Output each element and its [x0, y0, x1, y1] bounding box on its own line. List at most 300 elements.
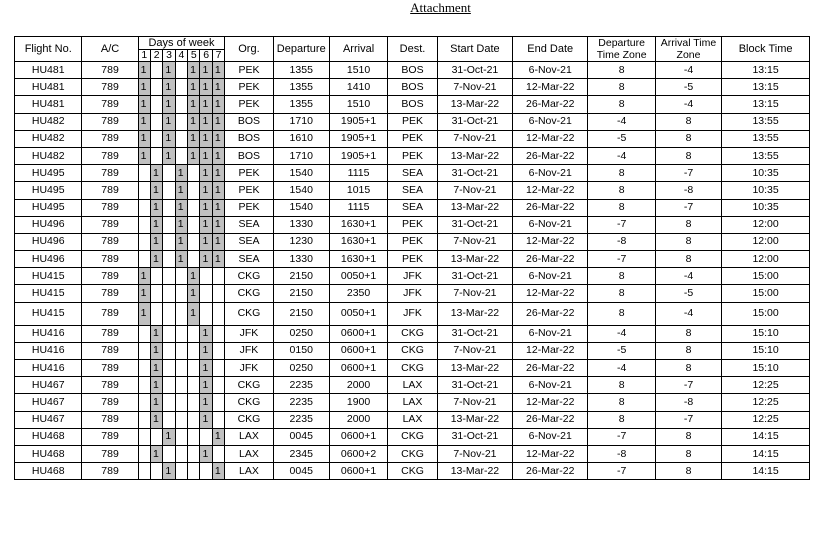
cell-day-empty: [188, 216, 200, 233]
header-dest: Dest.: [388, 37, 437, 62]
cell-org: CKG: [225, 394, 273, 411]
cell-day-operating: 1: [175, 216, 187, 233]
cell-day-empty: [163, 285, 175, 302]
cell-day-operating: 1: [212, 96, 224, 113]
cell-end-date: 12-Mar-22: [513, 445, 588, 462]
cell-arrival-time-zone: -7: [655, 377, 721, 394]
cell-org: CKG: [225, 302, 273, 325]
cell-day-empty: [138, 360, 150, 377]
cell-day-empty: [175, 113, 187, 130]
cell-day-operating: 1: [188, 285, 200, 302]
cell-departure-time-zone: 8: [588, 285, 655, 302]
cell-day-operating: 1: [212, 79, 224, 96]
table-row: [15, 268, 810, 285]
cell-day-operating: 1: [200, 445, 212, 462]
cell-day-operating: 1: [200, 199, 212, 216]
cell-block-time: 15:10: [722, 325, 810, 342]
cell-block-time: 13:15: [722, 62, 810, 79]
table-row: [15, 377, 810, 394]
cell-org: PEK: [225, 199, 273, 216]
cell-dest: CKG: [388, 360, 437, 377]
cell-arrival: 1410: [329, 79, 387, 96]
cell-departure: 2150: [273, 268, 329, 285]
cell-day-operating: 1: [151, 445, 163, 462]
cell-day-operating: 1: [200, 411, 212, 428]
cell-day-empty: [175, 130, 187, 147]
cell-day-operating: 1: [188, 302, 200, 325]
cell-departure: 2235: [273, 411, 329, 428]
cell-org: CKG: [225, 411, 273, 428]
cell-org: PEK: [225, 165, 273, 182]
cell-day-empty: [163, 165, 175, 182]
cell-dest: CKG: [388, 463, 437, 480]
cell-day-empty: [212, 342, 224, 359]
cell-day-empty: [151, 302, 163, 325]
cell-day-operating: 1: [212, 165, 224, 182]
cell-block-time: 12:00: [722, 216, 810, 233]
cell-day-operating: 1: [188, 62, 200, 79]
cell-departure: 2150: [273, 285, 329, 302]
cell-block-time: 12:00: [722, 233, 810, 250]
cell-flight-no: HU416: [15, 342, 82, 359]
cell-departure: 1710: [273, 113, 329, 130]
cell-end-date: 6-Nov-21: [513, 216, 588, 233]
cell-end-date: 6-Nov-21: [513, 325, 588, 342]
cell-day-empty: [175, 463, 187, 480]
header-org: Org.: [225, 37, 273, 62]
cell-day-empty: [138, 394, 150, 411]
cell-org: SEA: [225, 233, 273, 250]
cell-flight-no: HU416: [15, 325, 82, 342]
cell-day-operating: 1: [138, 62, 150, 79]
cell-departure-time-zone: -4: [588, 360, 655, 377]
cell-day-empty: [188, 233, 200, 250]
cell-day-operating: 1: [175, 199, 187, 216]
cell-block-time: 15:00: [722, 302, 810, 325]
cell-day-operating: 1: [200, 62, 212, 79]
cell-ac: 789: [82, 199, 138, 216]
cell-arrival: 0050+1: [329, 268, 387, 285]
cell-day-empty: [175, 445, 187, 462]
cell-day-empty: [163, 325, 175, 342]
cell-day-operating: 1: [163, 96, 175, 113]
header-start-date: Start Date: [437, 37, 512, 62]
table-row: [15, 325, 810, 342]
cell-dest: BOS: [388, 62, 437, 79]
cell-departure: 0045: [273, 428, 329, 445]
cell-dest: PEK: [388, 251, 437, 268]
cell-org: SEA: [225, 251, 273, 268]
cell-flight-no: HU496: [15, 251, 82, 268]
cell-end-date: 26-Mar-22: [513, 360, 588, 377]
cell-day-empty: [163, 342, 175, 359]
cell-arrival-time-zone: 8: [655, 113, 721, 130]
cell-day-empty: [138, 165, 150, 182]
cell-arrival: 1115: [329, 165, 387, 182]
cell-day-operating: 1: [163, 62, 175, 79]
cell-arrival: 1630+1: [329, 251, 387, 268]
cell-start-date: 7-Nov-21: [437, 445, 512, 462]
header-flight-no: Flight No.: [15, 37, 82, 62]
cell-day-empty: [138, 428, 150, 445]
cell-day-operating: 1: [200, 394, 212, 411]
cell-end-date: 12-Mar-22: [513, 342, 588, 359]
cell-day-operating: 1: [212, 182, 224, 199]
cell-org: BOS: [225, 147, 273, 164]
cell-day-operating: 1: [200, 342, 212, 359]
cell-arrival: 1630+1: [329, 233, 387, 250]
cell-day-operating: 1: [212, 199, 224, 216]
cell-org: LAX: [225, 428, 273, 445]
cell-day-operating: 1: [163, 79, 175, 96]
cell-day-empty: [200, 428, 212, 445]
cell-flight-no: HU467: [15, 377, 82, 394]
cell-dest: LAX: [388, 411, 437, 428]
flight-schedule-table: [14, 36, 810, 480]
cell-departure: 2150: [273, 302, 329, 325]
cell-arrival: 1015: [329, 182, 387, 199]
cell-departure-time-zone: 8: [588, 268, 655, 285]
cell-day-operating: 1: [200, 377, 212, 394]
cell-start-date: 31-Oct-21: [437, 62, 512, 79]
cell-day-operating: 1: [212, 428, 224, 445]
cell-ac: 789: [82, 268, 138, 285]
cell-block-time: 14:15: [722, 445, 810, 462]
cell-departure-time-zone: 8: [588, 62, 655, 79]
cell-day-operating: 1: [188, 96, 200, 113]
cell-departure-time-zone: -7: [588, 463, 655, 480]
cell-day-operating: 1: [138, 113, 150, 130]
cell-day-empty: [200, 463, 212, 480]
cell-departure-time-zone: -5: [588, 130, 655, 147]
cell-block-time: 10:35: [722, 165, 810, 182]
cell-day-empty: [151, 79, 163, 96]
header-day-6: 6: [200, 49, 212, 62]
cell-day-operating: 1: [163, 113, 175, 130]
cell-day-empty: [212, 268, 224, 285]
cell-arrival: 2000: [329, 377, 387, 394]
cell-departure: 1540: [273, 199, 329, 216]
cell-arrival-time-zone: -4: [655, 268, 721, 285]
cell-day-empty: [151, 62, 163, 79]
cell-arrival-time-zone: 8: [655, 216, 721, 233]
cell-block-time: 13:15: [722, 79, 810, 96]
cell-day-empty: [138, 325, 150, 342]
cell-day-empty: [188, 165, 200, 182]
cell-block-time: 13:15: [722, 96, 810, 113]
cell-arrival: 1115: [329, 199, 387, 216]
cell-dest: JFK: [388, 302, 437, 325]
cell-end-date: 12-Mar-22: [513, 182, 588, 199]
cell-org: SEA: [225, 216, 273, 233]
cell-start-date: 7-Nov-21: [437, 130, 512, 147]
cell-departure: 0150: [273, 342, 329, 359]
cell-arrival: 1905+1: [329, 113, 387, 130]
cell-arrival-time-zone: 8: [655, 233, 721, 250]
cell-end-date: 6-Nov-21: [513, 113, 588, 130]
cell-org: CKG: [225, 285, 273, 302]
cell-org: LAX: [225, 463, 273, 480]
cell-arrival: 0600+1: [329, 360, 387, 377]
header-days-of-week: Days of week: [138, 37, 225, 50]
cell-day-operating: 1: [163, 428, 175, 445]
cell-org: PEK: [225, 79, 273, 96]
cell-end-date: 12-Mar-22: [513, 233, 588, 250]
cell-day-empty: [212, 302, 224, 325]
cell-flight-no: HU467: [15, 411, 82, 428]
cell-flight-no: HU415: [15, 302, 82, 325]
cell-day-operating: 1: [200, 233, 212, 250]
cell-day-operating: 1: [200, 216, 212, 233]
cell-day-empty: [138, 216, 150, 233]
cell-flight-no: HU468: [15, 428, 82, 445]
cell-day-empty: [175, 428, 187, 445]
cell-flight-no: HU482: [15, 130, 82, 147]
cell-ac: 789: [82, 79, 138, 96]
cell-day-operating: 1: [138, 302, 150, 325]
cell-dest: SEA: [388, 165, 437, 182]
cell-departure-time-zone: 8: [588, 199, 655, 216]
cell-day-operating: 1: [151, 394, 163, 411]
cell-flight-no: HU468: [15, 445, 82, 462]
cell-ac: 789: [82, 377, 138, 394]
cell-day-empty: [138, 445, 150, 462]
cell-org: JFK: [225, 360, 273, 377]
cell-day-operating: 1: [151, 377, 163, 394]
cell-block-time: 14:15: [722, 463, 810, 480]
cell-day-empty: [163, 394, 175, 411]
table-row: [15, 411, 810, 428]
cell-ac: 789: [82, 342, 138, 359]
cell-departure-time-zone: 8: [588, 302, 655, 325]
cell-end-date: 26-Mar-22: [513, 463, 588, 480]
cell-day-empty: [175, 285, 187, 302]
cell-arrival-time-zone: -8: [655, 182, 721, 199]
cell-day-empty: [212, 394, 224, 411]
cell-arrival-time-zone: -4: [655, 62, 721, 79]
cell-arrival-time-zone: -5: [655, 285, 721, 302]
cell-arrival: 1630+1: [329, 216, 387, 233]
cell-dest: CKG: [388, 428, 437, 445]
cell-start-date: 13-Mar-22: [437, 302, 512, 325]
table-row: [15, 62, 810, 79]
cell-day-operating: 1: [212, 113, 224, 130]
cell-end-date: 12-Mar-22: [513, 394, 588, 411]
cell-departure-time-zone: -7: [588, 251, 655, 268]
cell-end-date: 26-Mar-22: [513, 147, 588, 164]
cell-day-empty: [188, 377, 200, 394]
cell-day-operating: 1: [200, 130, 212, 147]
cell-end-date: 6-Nov-21: [513, 165, 588, 182]
cell-day-empty: [175, 147, 187, 164]
cell-departure-time-zone: -7: [588, 216, 655, 233]
cell-day-operating: 1: [200, 182, 212, 199]
cell-day-operating: 1: [175, 251, 187, 268]
cell-day-operating: 1: [151, 182, 163, 199]
header-day-7: 7: [212, 49, 224, 62]
cell-day-operating: 1: [212, 216, 224, 233]
cell-day-operating: 1: [212, 233, 224, 250]
cell-departure-time-zone: 8: [588, 411, 655, 428]
cell-flight-no: HU481: [15, 79, 82, 96]
cell-day-operating: 1: [188, 147, 200, 164]
cell-start-date: 7-Nov-21: [437, 79, 512, 96]
cell-arrival: 0600+1: [329, 463, 387, 480]
cell-day-operating: 1: [151, 165, 163, 182]
cell-departure-time-zone: -8: [588, 445, 655, 462]
cell-day-empty: [212, 360, 224, 377]
cell-arrival: 2000: [329, 411, 387, 428]
cell-day-operating: 1: [200, 79, 212, 96]
cell-day-empty: [175, 302, 187, 325]
cell-day-empty: [188, 325, 200, 342]
cell-day-empty: [200, 285, 212, 302]
cell-day-empty: [151, 285, 163, 302]
table-row: [15, 342, 810, 359]
cell-end-date: 12-Mar-22: [513, 130, 588, 147]
cell-day-empty: [138, 463, 150, 480]
table-row: [15, 233, 810, 250]
table-row: [15, 96, 810, 113]
cell-arrival-time-zone: 8: [655, 428, 721, 445]
cell-block-time: 13:55: [722, 147, 810, 164]
cell-dest: PEK: [388, 147, 437, 164]
cell-day-operating: 1: [175, 182, 187, 199]
cell-dest: PEK: [388, 130, 437, 147]
cell-departure-time-zone: -5: [588, 342, 655, 359]
cell-day-empty: [212, 377, 224, 394]
table-row: [15, 428, 810, 445]
cell-end-date: 12-Mar-22: [513, 285, 588, 302]
cell-arrival-time-zone: -8: [655, 394, 721, 411]
cell-ac: 789: [82, 285, 138, 302]
cell-day-operating: 1: [163, 463, 175, 480]
cell-ac: 789: [82, 165, 138, 182]
cell-departure: 1330: [273, 251, 329, 268]
cell-block-time: 14:15: [722, 428, 810, 445]
cell-day-empty: [163, 360, 175, 377]
cell-arrival-time-zone: -4: [655, 302, 721, 325]
cell-start-date: 31-Oct-21: [437, 268, 512, 285]
cell-day-empty: [200, 302, 212, 325]
table-row: [15, 360, 810, 377]
cell-ac: 789: [82, 182, 138, 199]
cell-day-empty: [151, 428, 163, 445]
header-day-5: 5: [188, 49, 200, 62]
cell-day-empty: [138, 182, 150, 199]
table-row: [15, 445, 810, 462]
table-row: [15, 199, 810, 216]
cell-org: PEK: [225, 96, 273, 113]
cell-day-empty: [163, 182, 175, 199]
cell-ac: 789: [82, 147, 138, 164]
cell-day-operating: 1: [138, 268, 150, 285]
cell-dest: CKG: [388, 445, 437, 462]
cell-day-empty: [175, 377, 187, 394]
cell-day-operating: 1: [212, 463, 224, 480]
cell-ac: 789: [82, 233, 138, 250]
cell-block-time: 13:55: [722, 130, 810, 147]
cell-departure-time-zone: -8: [588, 233, 655, 250]
cell-arrival-time-zone: -7: [655, 411, 721, 428]
cell-org: CKG: [225, 377, 273, 394]
cell-ac: 789: [82, 360, 138, 377]
cell-dest: JFK: [388, 285, 437, 302]
cell-dest: LAX: [388, 394, 437, 411]
cell-ac: 789: [82, 251, 138, 268]
cell-end-date: 26-Mar-22: [513, 411, 588, 428]
cell-departure: 2235: [273, 377, 329, 394]
header-ac: A/C: [82, 37, 138, 62]
table-row: [15, 182, 810, 199]
cell-block-time: 15:10: [722, 360, 810, 377]
cell-day-empty: [188, 360, 200, 377]
cell-arrival-time-zone: -4: [655, 96, 721, 113]
cell-departure: 1230: [273, 233, 329, 250]
cell-departure-time-zone: 8: [588, 394, 655, 411]
header-block-time: Block Time: [722, 37, 810, 62]
cell-day-empty: [163, 216, 175, 233]
cell-dest: BOS: [388, 96, 437, 113]
cell-ac: 789: [82, 428, 138, 445]
cell-arrival: 0050+1: [329, 302, 387, 325]
cell-arrival-time-zone: 8: [655, 463, 721, 480]
cell-flight-no: HU495: [15, 199, 82, 216]
cell-departure: 0045: [273, 463, 329, 480]
cell-arrival: 0600+1: [329, 342, 387, 359]
cell-day-empty: [151, 147, 163, 164]
cell-arrival: 0600+1: [329, 325, 387, 342]
cell-day-empty: [163, 377, 175, 394]
table-row: [15, 113, 810, 130]
table-row: [15, 394, 810, 411]
cell-departure: 1710: [273, 147, 329, 164]
cell-arrival-time-zone: 8: [655, 251, 721, 268]
table-row: [15, 285, 810, 302]
cell-day-empty: [212, 285, 224, 302]
cell-arrival-time-zone: 8: [655, 360, 721, 377]
cell-day-empty: [212, 411, 224, 428]
cell-flight-no: HU482: [15, 113, 82, 130]
cell-start-date: 13-Mar-22: [437, 411, 512, 428]
cell-ac: 789: [82, 216, 138, 233]
cell-day-empty: [163, 233, 175, 250]
cell-flight-no: HU496: [15, 233, 82, 250]
cell-dest: SEA: [388, 199, 437, 216]
cell-day-empty: [188, 428, 200, 445]
cell-flight-no: HU481: [15, 96, 82, 113]
cell-arrival: 1510: [329, 62, 387, 79]
header-departure-time-zone: Departure Time Zone: [588, 37, 655, 62]
cell-departure: 1610: [273, 130, 329, 147]
cell-day-operating: 1: [212, 147, 224, 164]
cell-dest: PEK: [388, 113, 437, 130]
cell-ac: 789: [82, 463, 138, 480]
cell-end-date: 6-Nov-21: [513, 377, 588, 394]
cell-ac: 789: [82, 325, 138, 342]
header-day-1: 1: [138, 49, 150, 62]
cell-flight-no: HU415: [15, 268, 82, 285]
cell-arrival-time-zone: 8: [655, 325, 721, 342]
cell-day-operating: 1: [138, 79, 150, 96]
cell-arrival-time-zone: -7: [655, 165, 721, 182]
cell-day-operating: 1: [138, 130, 150, 147]
cell-arrival-time-zone: 8: [655, 147, 721, 164]
cell-departure-time-zone: 8: [588, 182, 655, 199]
cell-start-date: 31-Oct-21: [437, 165, 512, 182]
header-day-4: 4: [175, 49, 187, 62]
cell-day-empty: [188, 445, 200, 462]
